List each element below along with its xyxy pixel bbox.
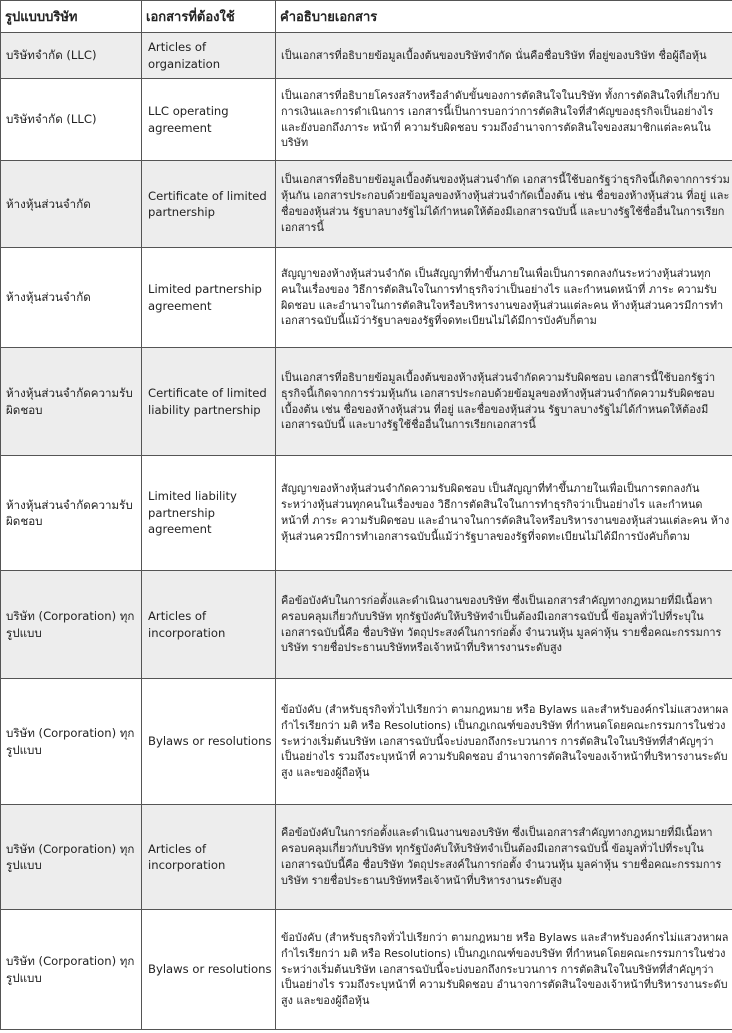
company-type-cell: ห้างหุ้นส่วนจำกัด [1, 248, 142, 348]
table-row [1, 79, 732, 161]
document-cell: Bylaws or resolutions [142, 679, 276, 805]
document-cell: Bylaws or resolutions [142, 910, 276, 1030]
document-cell: Articles of incorporation [142, 571, 276, 679]
description-cell: คือข้อบังคับในการก่อตั้งและดำเนินงานของบริษัท ซึ่งเป็นเอกสารสำคัญทางกฎหมายที่มีเนื้อหาครอบคลุมเกี่ยวกับบริษัท ทุกรัฐบังคับให้บริษัทจำเป็นต้องมีเอกสารฉบับนี้ ข้อมูลทั่วไปที่ระบุในเอกสารฉบับนี้คือ ชื่อบริษัท วัตถุประสงค์ในการก่อตั้ง จำนวนหุ้น มูลค่าหุ้น รายชื่อคณะกรรมการบริษัท รายชื่อประธานบริษัทหรือเจ้าหน้าที่บริหารงานระดับสูง [276, 571, 732, 679]
document-cell: Limited liability partnership agreement [142, 456, 276, 571]
table-row [1, 805, 732, 910]
description-cell: สัญญาของห้างหุ้นส่วนจำกัด เป็นสัญญาที่ทำขึ้นภายในเพื่อเป็นการตกลงกันระหว่างหุ้นส่วนทุกคนในเรื่องของ วิธีการตัดสินใจในการทำธุรกิจว่าเป็นอย่างไร และกำหนดหน้าที่ ภาระ ความรับผิดชอบ และอำนาจในการตัดสินใจหรือบริหารงานของหุ้นส่วนแต่ละคน ห้างหุ้นส่วนควรมีการทำเอกสารฉบับนี้แม้ว่ารัฐบาลของรัฐที่จดทะเบียนไม่ได้มีการบังคับก็ตาม [276, 248, 732, 348]
table-row [1, 348, 732, 456]
header-document-description: คำอธิบายเอกสาร [276, 1, 732, 33]
description-cell: ข้อบังคับ (สำหรับธุรกิจทั่วไปเรียกว่า ตามกฎหมาย หรือ Bylaws และสำหรับองค์กรไม่แสวงหาผลกำไรเรียกว่า มติ หรือ Resolutions) เป็นกฎเกณฑ์ของบริษัท ที่กำหนดโดยคณะกรรมการในช่วงระหว่างเริ่มต้นบริษัท เอกสารฉบับนี้จะบ่งบอกถึงกระบวนการ การตัดสินใจในบริษัทที่สำคัญๆว่าเป็นอย่างไร รวมถึงระบุหน้าที่ ความรับผิดชอบ อำนาจการตัดสินใจของเจ้าหน้าที่บริหารงานระดับสูง และของผู้ถือหุ้น [276, 679, 732, 805]
document-cell: Certificate of limited partnership [142, 161, 276, 248]
document-cell: Limited partnership agreement [142, 248, 276, 348]
description-cell: คือข้อบังคับในการก่อตั้งและดำเนินงานของบริษัท ซึ่งเป็นเอกสารสำคัญทางกฎหมายที่มีเนื้อหาครอบคลุมเกี่ยวกับบริษัท ทุกรัฐบังคับให้บริษัทจำเป็นต้องมีเอกสารฉบับนี้ ข้อมูลทั่วไปที่ระบุในเอกสารฉบับนี้คือ ชื่อบริษัท วัตถุประสงค์ในการก่อตั้ง จำนวนหุ้น มูลค่าหุ้น รายชื่อคณะกรรมการบริษัท รายชื่อประธานบริษัทหรือเจ้าหน้าที่บริหารงานระดับสูง [276, 805, 732, 910]
document-cell: LLC operating agreement [142, 79, 276, 161]
company-type-cell: บริษัทจำกัด (LLC) [1, 33, 142, 79]
table-row [1, 571, 732, 679]
table-row [1, 456, 732, 571]
company-type-cell: ห้างหุ้นส่วนจำกัดความรับผิดชอบ [1, 348, 142, 456]
description-cell: ข้อบังคับ (สำหรับธุรกิจทั่วไปเรียกว่า ตามกฎหมาย หรือ Bylaws และสำหรับองค์กรไม่แสวงหาผลกำไรเรียกว่า มติ หรือ Resolutions) เป็นกฎเกณฑ์ของบริษัท ที่กำหนดโดยคณะกรรมการในช่วงระหว่างเริ่มต้นบริษัท เอกสารฉบับนี้จะบ่งบอกถึงกระบวนการ การตัดสินใจในบริษัทที่สำคัญๆว่าเป็นอย่างไร รวมถึงระบุหน้าที่ ความรับผิดชอบ อำนาจการตัดสินใจของเจ้าหน้าที่บริหารงานระดับสูง และของผู้ถือหุ้น [276, 910, 732, 1030]
table-row [1, 248, 732, 348]
document-cell: Articles of incorporation [142, 805, 276, 910]
description-cell: เป็นเอกสารที่อธิบายโครงสร้างหรือลำดับขั้นของการตัดสินใจในบริษัท ทั้งการตัดสินใจที่เกี่ยวกับการเงินและการดำเนินการ เอกสารนี้เป็นการบอกว่าการตัดสินใจที่สำคัญของธุรกิจเป็นอย่างไร และยังบอกถึงภาระ หน้าที่ ความรับผิดชอบ รวมถึงอำนาจการตัดสินใจของสมาชิกแต่ละคนในบริษัท [276, 79, 732, 161]
company-type-cell: บริษัท (Corporation) ทุกรูปแบบ [1, 910, 142, 1030]
table-header-row [1, 1, 732, 33]
company-type-cell: บริษัท (Corporation) ทุกรูปแบบ [1, 571, 142, 679]
table-row [1, 33, 732, 79]
header-company-type: รูปแบบบริษัท [1, 1, 142, 33]
company-type-cell: บริษัท (Corporation) ทุกรูปแบบ [1, 679, 142, 805]
company-type-cell: บริษัทจำกัด (LLC) [1, 79, 142, 161]
description-cell: เป็นเอกสารที่อธิบายข้อมูลเบื้องต้นของบริษัทจำกัด นั่นคือชื่อบริษัท ที่อยู่ของบริษัท ชื่อผู้ถือหุ้น [276, 33, 732, 79]
header-required-document: เอกสารที่ต้องใช้ [142, 1, 276, 33]
company-type-cell: ห้างหุ้นส่วนจำกัด [1, 161, 142, 248]
company-type-cell: ห้างหุ้นส่วนจำกัดความรับผิดชอบ [1, 456, 142, 571]
description-cell: เป็นเอกสารที่อธิบายข้อมูลเบื้องต้นของหุ้นส่วนจำกัด เอกสารนี้ใช้บอกรัฐว่าธุรกิจนี้เกิดจากการร่วมหุ้นกัน เอกสารประกอบด้วยข้อมูลของห้างหุ้นส่วนจำกัดเบื้องต้น เช่น ชื่อของห้างหุ้นส่วน ที่อยู่ และชื่อของหุ้นส่วน รัฐบาลบางรัฐไม่ได้กำหนดให้ต้องมีเอกสารฉบับนี้ และบางรัฐใช้ชื่ออื่นในการเรียกเอกสารนี้ [276, 161, 732, 248]
table-row [1, 910, 732, 1030]
description-cell: เป็นเอกสารที่อธิบายข้อมูลเบื้องต้นของห้างหุ้นส่วนจำกัดความรับผิดชอบ เอกสารนี้ใช้บอกรัฐว่าธุรกิจนี้เกิดจากการร่วมหุ้นกัน เอกสารประกอบด้วยข้อมูลของห้างหุ้นส่วนจำกัดความรับผิดชอบเบื้องต้น เช่น ชื่อของห้างหุ้นส่วน ที่อยู่ และชื่อของหุ้นส่วน รัฐบาลบางรัฐไม่ได้กำหนดให้ต้องมีเอกสารฉบับนี้ และบางรัฐใช้ชื่ออื่นในการเรียกเอกสารนี้ [276, 348, 732, 456]
table-row [1, 679, 732, 805]
table-row [1, 161, 732, 248]
document-cell: Certificate of limited liability partnership [142, 348, 276, 456]
description-cell: สัญญาของห้างหุ้นส่วนจำกัดความรับผิดชอบ เป็นสัญญาที่ทำขึ้นภายในเพื่อเป็นการตกลงกันระหว่างหุ้นส่วนทุกคนในเรื่องของ วิธีการตัดสินใจในการทำธุรกิจว่าเป็นอย่างไร และกำหนดหน้าที่ ภาระ ความรับผิดชอบ และอำนาจในการตัดสินใจหรือบริหารงานของหุ้นส่วนแต่ละคน ห้างหุ้นส่วนควรมีการทำเอกสารฉบับนี้แม้ว่ารัฐบาลของรัฐที่จดทะเบียนไม่ได้มีการบังคับก็ตาม [276, 456, 732, 571]
company-type-cell: บริษัท (Corporation) ทุกรูปแบบ [1, 805, 142, 910]
document-cell: Articles of organization [142, 33, 276, 79]
